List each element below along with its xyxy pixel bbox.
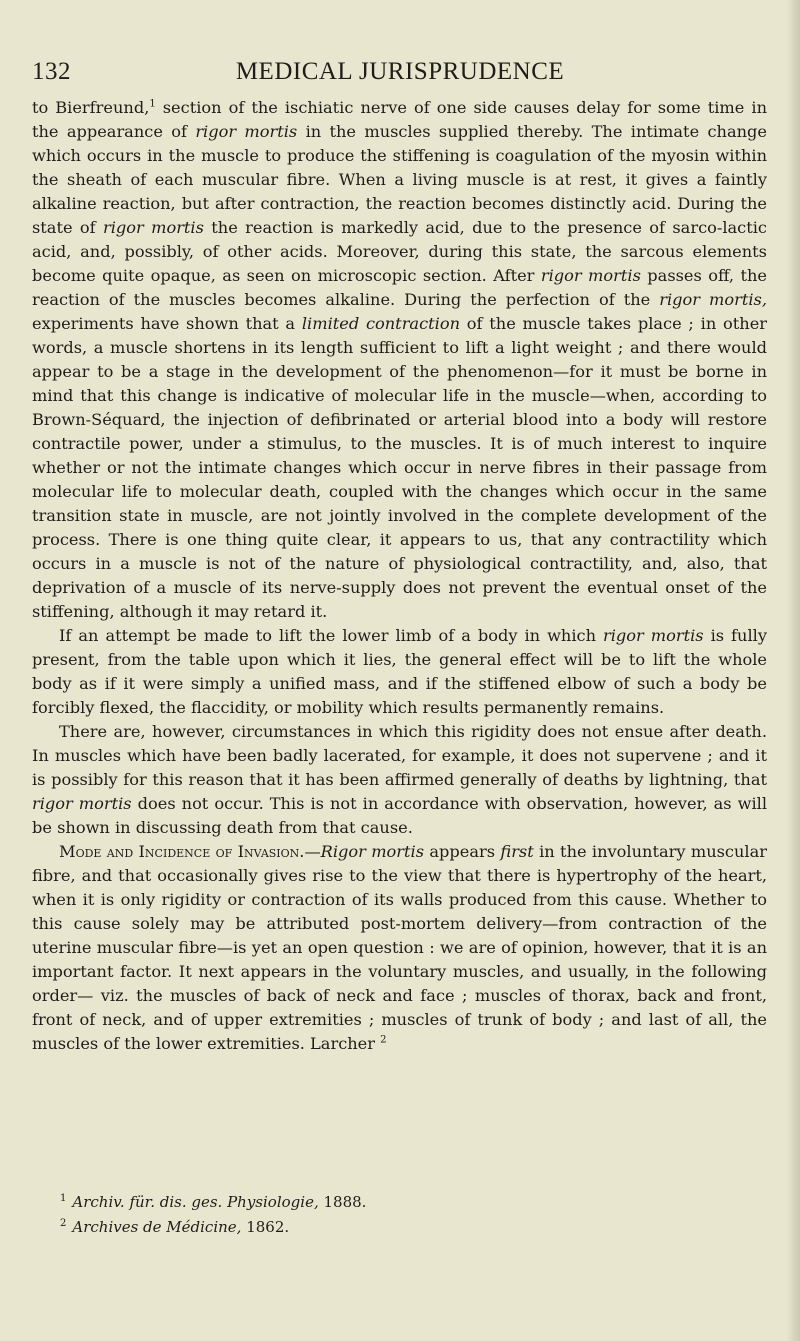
page-header: [0, 58, 800, 92]
paragraph-1: to Bierfreund,$^1$ section of the ischiatic nerve of one side causes delay for some time in the appearance of rigor mortis in the muscles supplied thereby. The intimate change which occurs in the muscle to produce the stiffening is coagulation of the myosin within the sheath of each muscular fibre. When a living muscle is at rest, it gives a faintly alkaline reaction, but after contraction, the reaction becomes distinctly acid. During the state of rigor mortis the reaction is markedly acid, due to the presence of sarco-lactic acid, and, possibly, of other acids. Moreover, during this state, the sarcous elements become quite opaque, as seen on microscopic section. After rigor mortis passes off, the reaction of the muscles becomes alkaline. During the perfection of the rigor mortis, experiments have shown that a limited contraction of the muscle takes place ; in other words, a muscle shortens in its length sufficient to lift a light weight ; and there would appear to be a stage in the development of the phenomenon—for it must be borne in mind that this change is indicative of molecular life in the muscle—when, according to Brown-Séquard, the injection of defibrinated or arterial blood into a body will restore contractile power, under a stimulus, to the muscles. It is of much interest to inquire whether or not the intimate changes which occur in nerve fibres in their passage from molecular life to molecular death, coupled with the changes which occur in the same transition state in muscle, are not jointly involved in the complete development of the process. There is one thing quite clear, it appears to us, that any contractility which occurs in a muscle is not of the nature of physiological contractility, and, also, that deprivation of a muscle of its nerve-supply does not prevent the eventual onset of the stiffening, although it may retard it.: [32, 98, 768, 621]
running-title: MEDICAL JURISPRUDENCE: [235, 58, 565, 85]
body-text: [32, 96, 767, 1056]
page-number: 132: [32, 58, 71, 85]
paragraph-4: Mode and Incidence of Invasion.—Rigor mortis appears first in the involuntary muscular fibre, and that occasionally gives rise to the view that there is hypertrophy of the heart, when it is only rigidity or contraction of its walls produced from this cause. Whether to this cause solely may be attributed post-mortem delivery—from contraction of the uterine muscular fibre—is yet an open question : we are of opinion, however, that it is an important factor. It next appears in the voluntary muscles, and usually, in the following order— viz. the muscles of back of neck and face ; muscles of thorax, back and front, front of neck, and of upper extremities ; muscles of trunk of body ; and last of all, the muscles of the lower extremities. Larcher $^2$: [32, 842, 767, 1053]
footnotes: [60, 1189, 760, 1239]
footnote: $^1$ Archiv. für. dis. ges. Physiologie, 1888.: [60, 1193, 367, 1211]
footnote-ref-2: 2: [380, 1034, 387, 1046]
page-edge-shadow: [786, 0, 800, 1341]
section-heading: Mode and Incidence of Invasion.: [59, 842, 305, 861]
paragraph-3: There are, however, circumstances in which this rigidity does not ensue after death. In muscles which have been badly lacerated, for example, it does not supervene ; and it is possibly for this reason that it has been affirmed generally of deaths by lightning, that rigor mortis does not occur. This is not in accordance with observation, however, as will be shown in discussing death from that cause.: [32, 722, 768, 837]
footnote: $^2$ Archives de Médicine, 1862.: [60, 1218, 290, 1236]
footnote-ref-1: 1: [149, 98, 156, 110]
paragraph-2: If an attempt be made to lift the lower limb of a body in which rigor mortis is fully present, from the table upon which it lies, the general effect will be to lift the whole body as if it were simply a unified mass, and if the stiffened elbow of such a body be forcibly flexed, the flaccidity, or mobility which results permanently remains.: [32, 626, 767, 717]
